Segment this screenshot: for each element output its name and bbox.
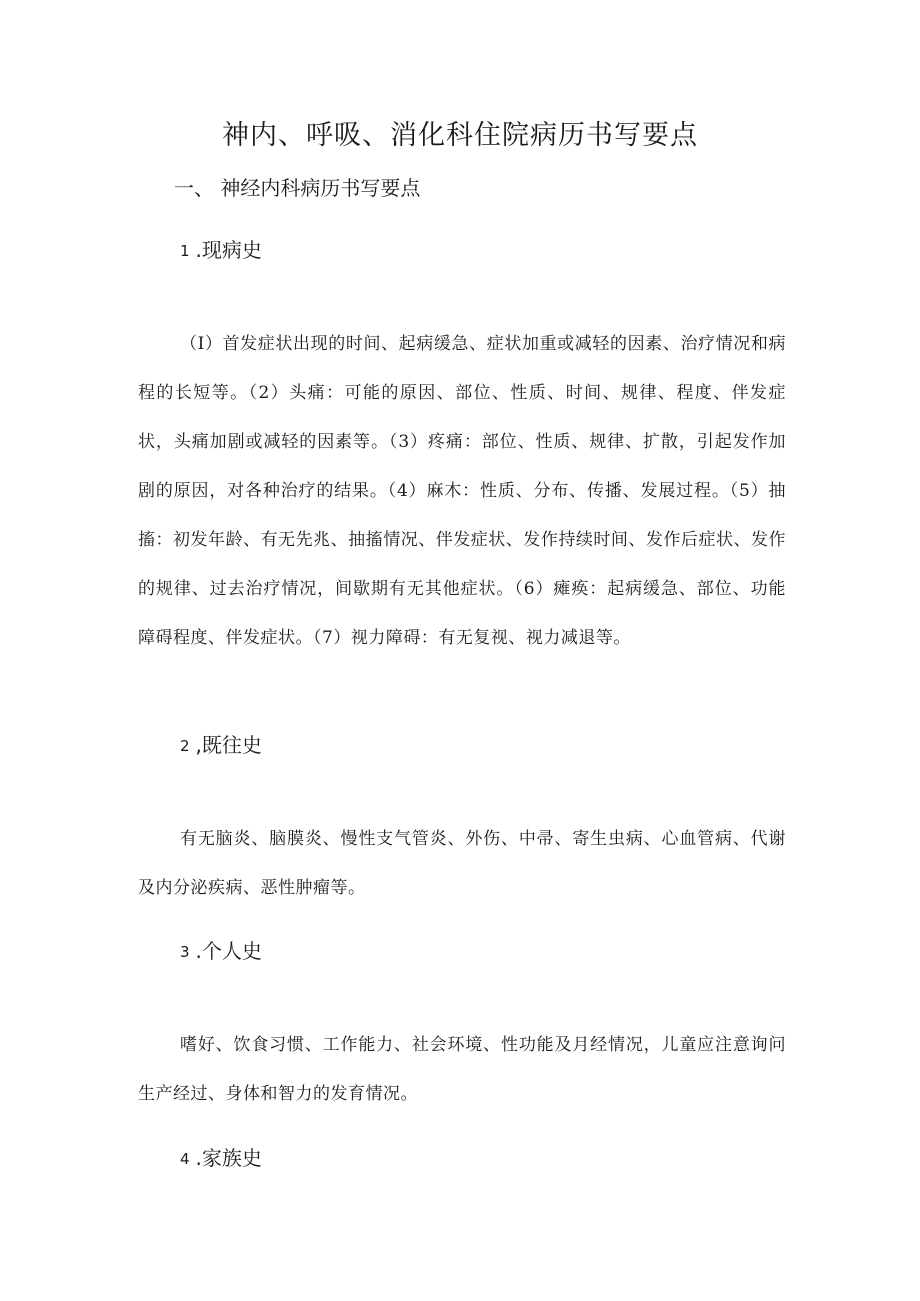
sub-heading-label: .个人史 — [195, 939, 262, 963]
section-heading-neurology: 一、 神经内科病历书写要点 — [174, 176, 421, 200]
paragraph-personal-history: 嗜好、饮食习惯、工作能力、社会环境、性功能及月经情况，儿童应注意询问生产经过、身体和智力的发育情况。 — [138, 1035, 786, 1104]
sub-heading-number: 4 — [180, 1150, 190, 1168]
sub-heading-label: ,既往史 — [195, 733, 262, 757]
document-title: 神内、呼吸、消化科住院病历书写要点 — [222, 120, 698, 151]
paragraph-past-history: 有无脑炎、脑膜炎、慢性支气管炎、外伤、中帚、寄生虫病、心血管病、代谢及内分泌疾病、恶性肿瘤等。 — [138, 829, 786, 898]
sub-heading-personal-history — [180, 933, 262, 970]
sub-heading-number: 1 — [180, 242, 190, 260]
paragraph-present-illness: （I）首发症状出现的时间、起病缓急、症状加重或减轻的因素、治疗情况和病程的长短等。（2）头痛：可能的原因、部位、性质、时间、规律、程度、伴发症状，头痛加剧或减轻的因素等。（3）疼痛：部位、性质、规律、扩散，引起发作加剧的原因，对各种治疗的结果。（4）麻木：性质、分布、传播、发展过程。（5）抽搐：初发年龄、有无先兆、抽搐情况、伴发症状、发作持续时间、发作后症状、发作的规律、过去治疗情况，间歇期有无其他症状。（6）瘫痪：起病缓急、部位、功能障碍程度、伴发症状。（7）视力障碍：有无复视、视力减退等。 — [138, 334, 786, 648]
sub-heading-number: 2 — [180, 737, 190, 755]
sub-heading-number: 3 — [180, 943, 190, 961]
sub-heading-family-history — [180, 1140, 262, 1177]
sub-heading-past-history — [180, 727, 262, 764]
sub-heading-label: .家族史 — [195, 1146, 262, 1170]
sub-heading-present-illness — [180, 232, 262, 269]
sub-heading-label: .现病史 — [195, 238, 262, 262]
